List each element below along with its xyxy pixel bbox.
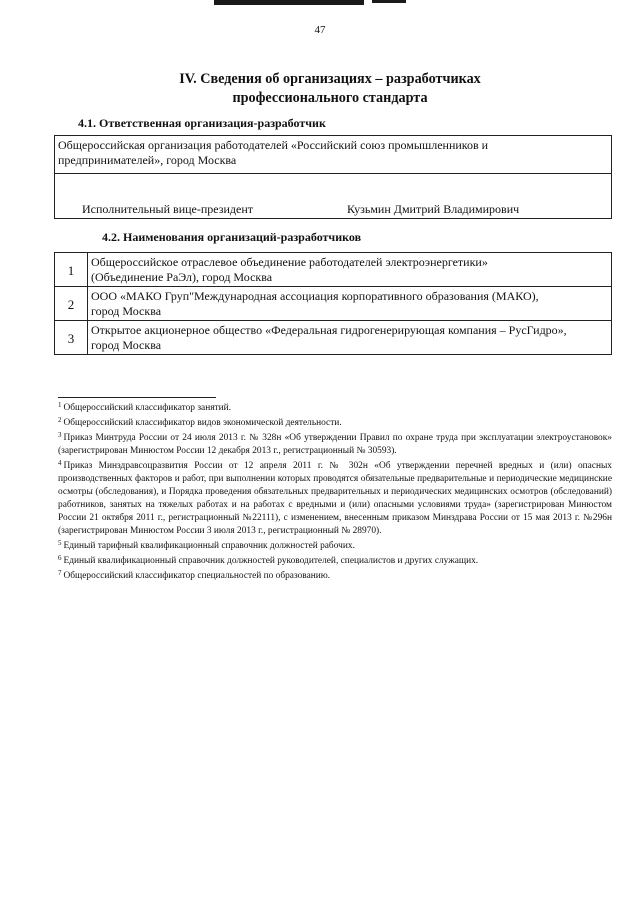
responsible-org-table: [54, 135, 612, 219]
footnote: [58, 417, 612, 430]
responsible-org-line2: предпринимателей», город Москва: [58, 153, 237, 167]
org-name-cell: [88, 321, 612, 355]
row-number: 2: [55, 287, 88, 321]
section-title-line1: IV. Сведения об организациях – разработчиках: [179, 71, 481, 87]
row-number: 3: [55, 321, 88, 355]
responsible-org-name: [55, 136, 611, 174]
footnote: [58, 540, 612, 553]
org-name-cell: [88, 287, 612, 321]
table-row: [55, 253, 612, 287]
developer-orgs-heading: 4.2. Наименования организаций-разработчиков: [102, 230, 362, 244]
footnote: [58, 570, 612, 583]
table-row: [55, 321, 612, 355]
org-name-line2: город Москва: [91, 338, 162, 352]
footnote-mark: 7: [58, 569, 62, 577]
signatory-position: Исполнительный вице-президент: [82, 202, 254, 216]
org-name-line1: ООО «МАКО Груп"Международная ассоциация корпоративного образования (МАКО),: [91, 289, 539, 303]
footnote: [58, 460, 612, 538]
footnote-mark: 2: [58, 416, 62, 424]
footnote-text: Единый квалификационный справочник должностей руководителей, специалистов и других служащих.: [63, 556, 479, 566]
footnote-text: Общероссийский классификатор специальностей по образованию.: [63, 571, 331, 581]
org-name-line1: Открытое акционерное общество «Федеральная гидрогенерирующая компания – РусГидро»,: [91, 323, 567, 337]
footnote-mark: 5: [58, 539, 62, 547]
footnote-separator: [58, 397, 216, 398]
footnote-text: Приказ Минздравсоцразвития России от 12 апреля 2011 г. № 302н «Об утверждении перечней вредных и (или) опасных производственных факторов и работ, при выполнении которых проводятся обязательные предварительные и периодические медицинские осмотры (обследования), и Порядка проведения обязательных предварительных и периодических медицинских осмотров (обследований) работников, занятых на тяжелых работах и на работах с вредными и (или) опасными условиями труда» (зарегистрирован Минюстом России 21 октября 2011 г., регистрационный №22111), с изменением, внесенным приказом Минздрава России от 15 мая 2013 г. №296н (зарегистрирован Минюстом России 3 июля 2013 г., регистрационный № 28970).: [58, 461, 612, 536]
signatory-row: [55, 174, 611, 218]
signatory-name: Кузьмин Дмитрий Владимирович: [347, 202, 520, 216]
org-name-line2: город Москва: [91, 304, 162, 318]
footnote-mark: 6: [58, 554, 62, 562]
scan-mark: [214, 0, 364, 5]
footnote: [58, 432, 612, 458]
footnote-mark: 1: [58, 401, 62, 409]
org-name-cell: [88, 253, 612, 287]
scan-mark-small: [372, 0, 406, 3]
footnote-mark: 3: [58, 431, 62, 439]
footnote-mark: 4: [58, 459, 62, 467]
footnote: [58, 555, 612, 568]
developer-orgs-table: [54, 252, 612, 355]
footnotes: [58, 402, 612, 585]
responsible-org-heading: 4.1. Ответственная организация-разработчик: [78, 116, 326, 130]
footnote-text: Единый тарифный квалификационный справочник должностей рабочих.: [63, 541, 355, 551]
org-name-line1: Общероссийское отраслевое объединение работодателей электроэнергетики»: [91, 255, 488, 269]
footnote: [58, 402, 612, 415]
table-row: [55, 287, 612, 321]
section-title-line2: профессионального стандарта: [232, 90, 428, 106]
row-number: 1: [55, 253, 88, 287]
responsible-org-line1: Общероссийская организация работодателей «Российский союз промышленников и: [58, 138, 489, 152]
page-number: 47: [314, 24, 326, 36]
footnote-text: Общероссийский классификатор видов экономической деятельности.: [63, 418, 342, 428]
section-title: [80, 70, 580, 108]
footnote-text: Приказ Минтруда России от 24 июля 2013 г. № 328н «Об утверждении Правил по охране труда при эксплуатации электроустановок» (зарегистрирован Минюстом России 12 декабря 2013 г., регистрационный № 30593).: [58, 433, 612, 456]
org-name-line2: (Объединение РаЭл), город Москва: [91, 270, 273, 284]
footnote-text: Общероссийский классификатор занятий.: [63, 403, 231, 413]
